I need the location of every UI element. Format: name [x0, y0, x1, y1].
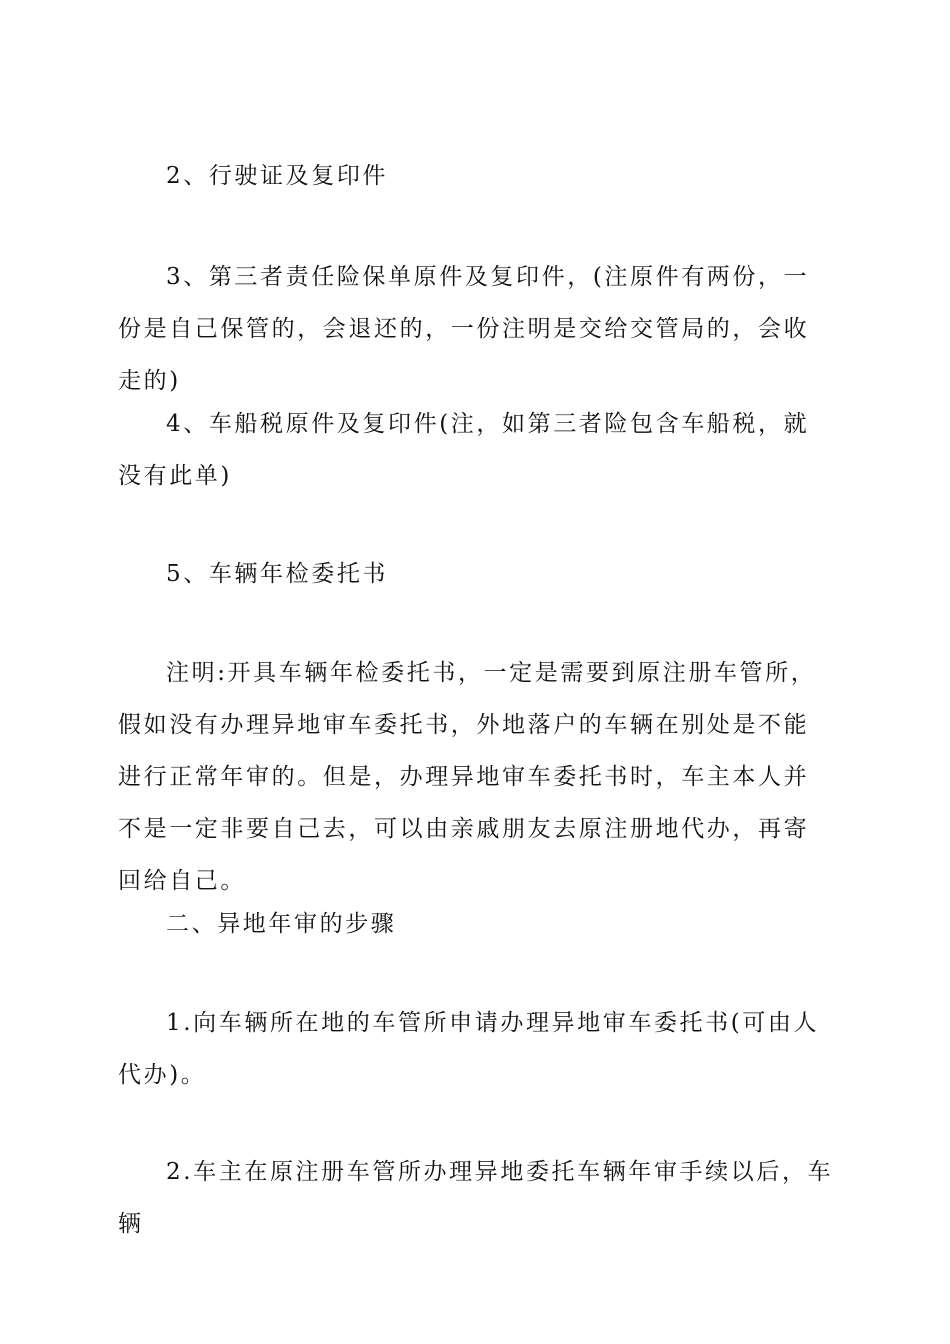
step-2: 2.车主在原注册车管所办理异地委托车辆年审手续以后，车辆: [118, 1159, 834, 1237]
paragraph-item-3: 3、第三者责任险保单原件及复印件，(注原件有两份，一份是自己保管的，会退还的，一份注明是交给交管局的，会收走的): [118, 264, 810, 394]
paragraph-item-2: 2、行驶证及复印件: [166, 163, 389, 189]
step-1: 1.向车辆所在地的车管所申请办理异地审车委托书(可由人代办)。: [118, 1010, 820, 1088]
section-heading: 二、异地年审的步骤: [166, 911, 397, 937]
paragraph-note: 注明:开具车辆年检委托书，一定是需要到原注册车管所，假如没有办理异地审车委托书，外地落户的车辆在别处是不能进行正常年审的。但是，办理异地审车委托书时，车主本人并不是一定非要自己去，可以由亲戚朋友去原注册地代办，再寄回给自己。: [118, 660, 817, 894]
paragraph-item-4: 4、车船税原件及复印件(注，如第三者险包含车船税，就没有此单): [118, 411, 810, 489]
paragraph-item-5: 5、车辆年检委托书: [166, 561, 389, 587]
